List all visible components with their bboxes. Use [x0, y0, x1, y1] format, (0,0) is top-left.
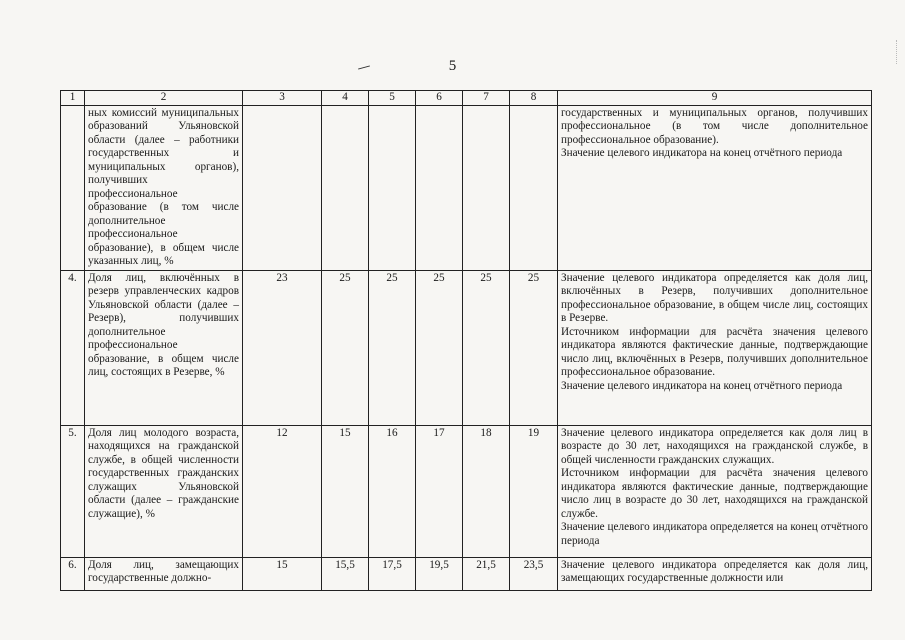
indicator-name: Доля лиц, включённых в резерв управленческих кадров Ульяновской области (далее – Резерв), получивших дополнительное профессиональное образование, в общем числе лиц, состоящих в Резерве, % — [85, 270, 243, 425]
description-paragraph: Значение целевого индикатора на конец отчётного периода — [561, 147, 843, 159]
description-paragraph: Значение целевого индикатора определяется на конец отчётного периода — [561, 521, 868, 547]
row-number: 5. — [61, 425, 85, 557]
value-cell: 15 — [322, 425, 369, 557]
header-cell: 5 — [369, 91, 416, 106]
description-paragraph: Значение целевого индикатора на конец отчётного периода — [561, 379, 843, 392]
header-cell: 9 — [558, 91, 872, 106]
header-cell: 6 — [416, 91, 463, 106]
value-cell — [463, 105, 510, 270]
value-cell — [416, 105, 463, 270]
value-cell: 23 — [243, 270, 322, 425]
header-cell: 3 — [243, 91, 322, 106]
table-row — [61, 105, 872, 270]
method-description — [558, 270, 872, 425]
scan-artifact — [896, 40, 899, 64]
header-cell: 8 — [510, 91, 558, 106]
indicator-name — [85, 557, 243, 590]
value-cell: 25 — [322, 270, 369, 425]
value-cell: 16 — [369, 425, 416, 557]
header-cell: 1 — [61, 91, 85, 106]
value-cell: 17,5 — [369, 557, 416, 590]
method-description — [558, 105, 872, 270]
value-cell: 17 — [416, 425, 463, 557]
indicator-name: Доля лиц молодого возраста, находящихся на гражданской службе, в общей численности государственных гражданских служащих Ульяновской области (далее – гражданские служащие), % — [85, 425, 243, 557]
description-paragraph: государственных и муниципальных органов, получивших профессиональное (в том числе дополнительное профессиональное образование). — [561, 106, 868, 146]
value-cell: 25 — [416, 270, 463, 425]
value-cell: 19 — [510, 425, 558, 557]
row-number — [61, 105, 85, 270]
row-number: 6. — [61, 557, 85, 590]
method-description — [558, 425, 872, 557]
value-cell: 23,5 — [510, 557, 558, 590]
indicator-table — [60, 90, 872, 591]
description-paragraph: Значение целевого индикатора определяется как доля лиц, включённых в Резерв, получивших дополнительное профессиональное образование, в общем числе лиц, состоящих в Резерве. — [561, 271, 868, 324]
value-cell: 25 — [510, 270, 558, 425]
value-cell: 18 — [463, 425, 510, 557]
value-cell: 15,5 — [322, 557, 369, 590]
description-paragraph: Значение целевого индикатора определяется как доля лиц в возрасте до 30 лет, находящихся на гражданской службе, в общей численности гражданских служащих. — [561, 426, 868, 466]
value-cell: 25 — [463, 270, 510, 425]
description-paragraph: Источником информации для расчёта значения целевого индикатора являются фактические данные, подтверждающие число лиц в возрасте до 30 лет, находящихся на гражданской службе. — [561, 467, 868, 520]
table-row — [61, 557, 872, 590]
value-cell — [510, 105, 558, 270]
value-cell: 12 — [243, 425, 322, 557]
description-paragraph: Значение целевого индикатора определяется как доля лиц, замещающих государственные должности или — [561, 558, 868, 584]
table-header-row — [61, 91, 872, 106]
header-cell: 2 — [85, 91, 243, 106]
value-cell: 15 — [243, 557, 322, 590]
header-cell: 4 — [322, 91, 369, 106]
value-cell: 25 — [369, 270, 416, 425]
table-row — [61, 270, 872, 425]
description-paragraph: Источником информации для расчёта значения целевого индикатора являются фактические данные, подтверждающие число лиц, включённых в Резерв, получивших дополнительное профессиональное образование. — [561, 325, 868, 378]
header-cell: 7 — [463, 91, 510, 106]
value-cell — [369, 105, 416, 270]
table-row — [61, 425, 872, 557]
indicator-name: ных комиссий муниципальных образований Ульяновской области (далее – работники государственных и муниципальных органов), получивших профессиональное образование (в том числе дополнительное профессиональное образование), в общем числе указанных лиц, % — [85, 105, 243, 270]
page-number: 5 — [448, 58, 457, 74]
indicator-text: Доля лиц, замещающих государственные должно- — [88, 558, 239, 584]
value-cell — [243, 105, 322, 270]
value-cell — [322, 105, 369, 270]
row-number: 4. — [61, 270, 85, 425]
value-cell: 19,5 — [416, 557, 463, 590]
method-description — [558, 557, 872, 590]
value-cell: 21,5 — [463, 557, 510, 590]
